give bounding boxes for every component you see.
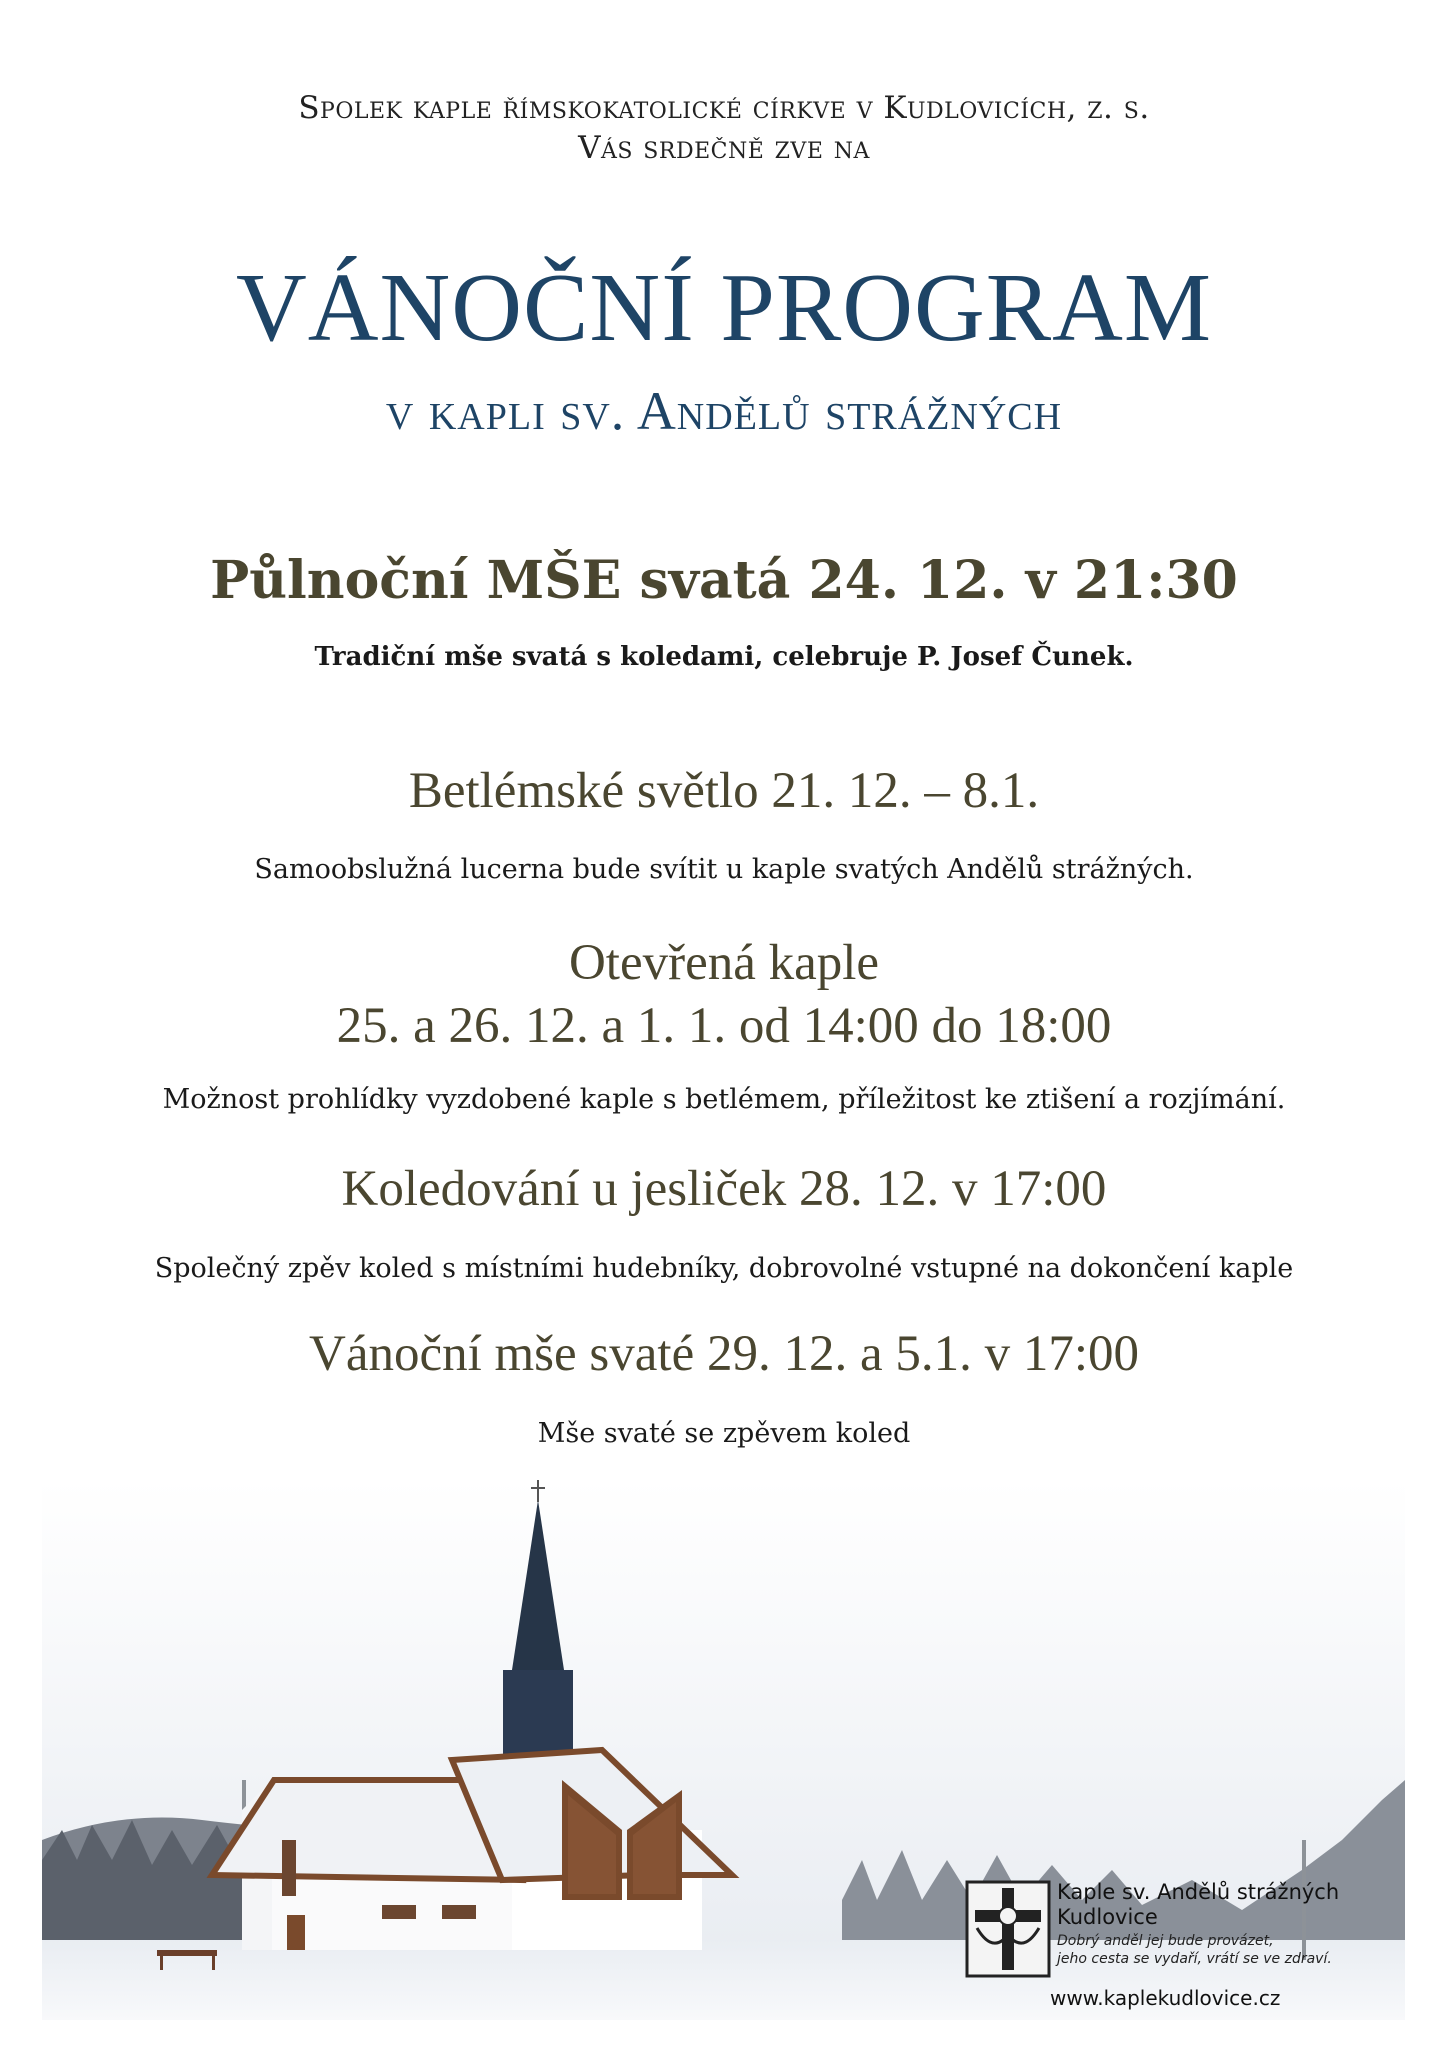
event-desc-open-chapel: Možnost prohlídky vyzdobené kaple s betlémem, příležitost ke ztišení a rozjímání. <box>162 1084 1286 1115</box>
angel-cross-logo-icon <box>965 1880 1051 1978</box>
event-desc-caroling: Společný zpěv koled s místními hudebníky, dobrovolné vstupné na dokončení kaple <box>154 1253 1294 1284</box>
event-heading-caroling: Koledování u jesliček 28. 12. v 17:00 <box>341 1161 1107 1217</box>
event-heading-bethlehem-light: Betlémské světlo 21. 12. – 8.1. <box>408 763 1040 819</box>
badge-motto-line2: jeho cesta se vydaří, vrátí se ve zdraví. <box>1057 1951 1332 1967</box>
event-desc-christmas-masses: Mše svaté se zpěvem koled <box>537 1418 911 1449</box>
event-heading-christmas-masses: Vánoční mše svaté 29. 12. a 5.1. v 17:00 <box>308 1326 1140 1382</box>
badge-name-line1: Kaple sv. Andělů strážných <box>1057 1880 1340 1904</box>
event-heading-midnight-mass: Půlnoční MŠE svatá 24. 12. v 21:30 <box>210 550 1238 611</box>
event-desc-bethlehem-light: Samoobslužná lucerna bude svítit u kaple svatých Andělů strážných. <box>254 854 1194 885</box>
event-heading-open-chapel: Otevřená kaple <box>568 935 880 991</box>
page-subtitle: v kapli sv. Andělů strážných <box>385 381 1063 441</box>
org-line: Spolek kaple římskokatolické církve v Kudlovicích, z. s. <box>298 90 1150 126</box>
chapel-badge <box>965 1880 1385 1990</box>
badge-name-line2: Kudlovice <box>1057 1905 1158 1929</box>
page-title: VÁNOČNÍ PROGRAM <box>235 254 1213 362</box>
invite-line: Vás srdečně zve na <box>578 130 870 166</box>
badge-motto-line1: Dobrý anděl jej bude provázet, <box>1057 1933 1274 1949</box>
event-heading-open-chapel-dates: 25. a 26. 12. a 1. 1. od 14:00 do 18:00 <box>336 998 1112 1054</box>
website-link[interactable]: www.kaplekudlovice.cz <box>1050 1986 1281 2010</box>
event-desc-midnight-mass: Tradiční mše svatá s koledami, celebruje P. Josef Čunek. <box>314 642 1134 672</box>
